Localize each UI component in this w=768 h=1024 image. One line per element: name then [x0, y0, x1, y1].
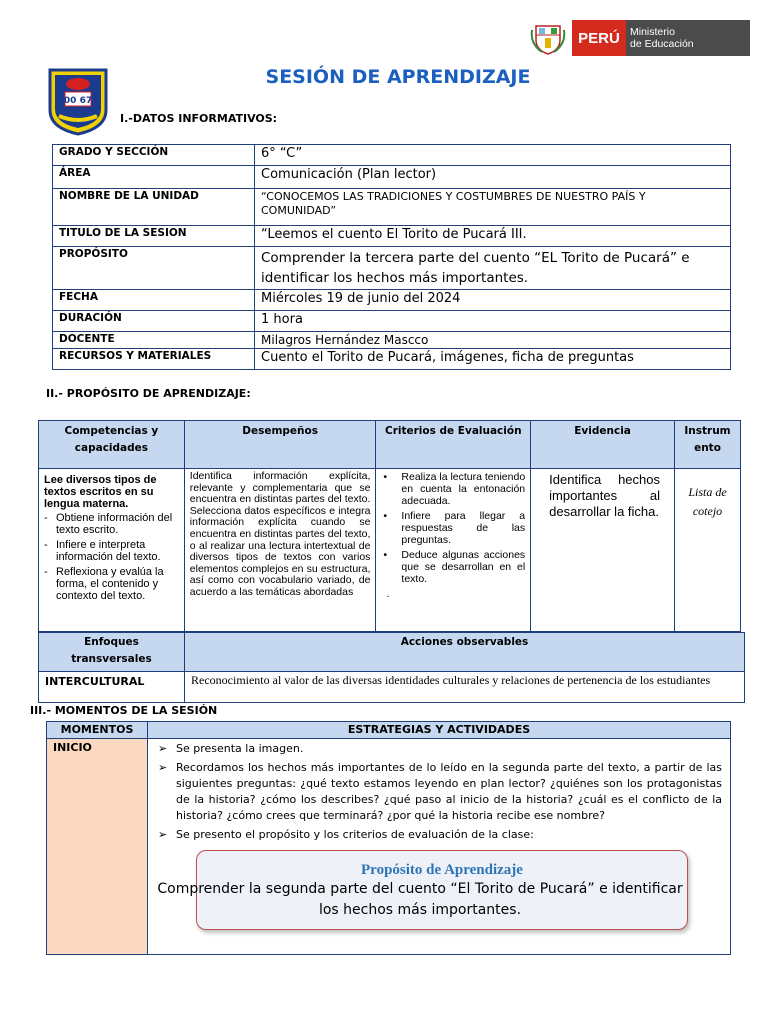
purpose-title: Propósito de Aprendizaje — [361, 862, 523, 878]
row-value: 6° “C” — [255, 145, 731, 166]
purpose-box — [157, 850, 688, 930]
table-row — [53, 247, 731, 290]
row-key: DOCENTE — [53, 332, 255, 349]
list-item: - Obtiene información del texto escrito. — [44, 512, 179, 536]
table-row — [53, 290, 731, 311]
capacidades-list — [44, 512, 179, 602]
list-item: • Deduce algunas acciones que se desarrollan en el texto. — [381, 549, 525, 585]
table-row — [53, 349, 731, 370]
col-header: Acciones observables — [185, 633, 745, 672]
section-heading-datos: I.-DATOS INFORMATIVOS: — [120, 112, 278, 125]
peru-shield-icon — [528, 20, 568, 56]
competencia-text: Lee diversos tipos de textos escritos en su lengua materna. — [44, 474, 157, 510]
list-item: - Infiere e interpreta información del texto. — [44, 539, 179, 563]
col-header: Competencias y capacidades — [39, 421, 185, 469]
row-key: GRADO Y SECCIÓN — [53, 145, 255, 166]
table-row — [53, 189, 731, 226]
col-header: ESTRATEGIAS Y ACTIVIDADES — [148, 722, 731, 739]
row-value: Milagros Hernández Mascco — [255, 332, 731, 349]
table-row — [53, 166, 731, 189]
row-key: FECHA — [53, 290, 255, 311]
logo-number: 00 67 — [63, 96, 93, 106]
col-header: Evidencia — [531, 421, 675, 469]
row-value: 1 hora — [255, 311, 731, 332]
instrumento-cell: Lista de cotejo — [675, 469, 741, 632]
row-value: Miércoles 19 de junio del 2024 — [255, 290, 731, 311]
row-value: “Leemos el cuento El Torito de Pucará III. — [255, 226, 731, 247]
table-row — [39, 421, 741, 469]
col-header: MOMENTOS — [47, 722, 148, 739]
activities-list — [158, 741, 722, 843]
section-heading-proposito: II.- PROPÓSITO DE APRENDIZAJE: — [46, 387, 251, 400]
row-key: PROPÓSITO — [53, 247, 255, 290]
criterios-cell — [376, 469, 531, 632]
row-key: DURACIÓN — [53, 311, 255, 332]
table-row — [39, 469, 741, 632]
proposito-table — [38, 420, 741, 632]
competencia-cell — [39, 469, 185, 632]
row-value: Comunicación (Plan lector) — [255, 166, 731, 189]
row-key: ÁREA — [53, 166, 255, 189]
list-item: • Infiere para llegar a respuestas de las preguntas. — [381, 510, 525, 546]
table-row — [47, 722, 731, 739]
table-row — [53, 226, 731, 247]
row-value: Cuento el Torito de Pucará, imágenes, ficha de preguntas — [255, 349, 731, 370]
enfoque-key: INTERCULTURAL — [39, 672, 185, 703]
list-item: ➢ Recordamos los hechos más importantes de lo leído en la segunda parte del texto, a partir de las siguientes preguntas: ¿qué texto estamos leyendo en plan lector? ¿quiénes son los protagonistas de la historia? ¿cómo los describes? ¿qué paso al inicio de la historia? ¿cuál es el conflicto de la historia? ¿cómo crees que terminará? ¿por qué la historia recibe ese nombre? — [158, 760, 722, 824]
col-header: Enfoques transversales — [39, 633, 185, 672]
list-item: ➢ Se presenta la imagen. — [158, 741, 722, 757]
table-row — [39, 672, 745, 703]
table-row — [53, 332, 731, 349]
enfoque-value: Reconocimiento al valor de las diversas identidades culturales y relaciones de pertenencia de los estudiantes — [185, 672, 745, 703]
ministry-label: Ministerio de Educación — [626, 20, 750, 56]
row-key: NOMBRE DE LA UNIDAD — [53, 189, 255, 226]
section-heading-momentos: III.- MOMENTOS DE LA SESIÓN — [30, 704, 218, 717]
row-value: Comprender la tercera parte del cuento “EL Torito de Pucará” e identificar los hechos más importantes. — [255, 247, 731, 290]
evidencia-cell: Identifica hechos importantes al desarrollar la ficha. — [531, 469, 675, 632]
page-title: SESIÓN DE APRENDIZAJE — [265, 66, 531, 88]
criterios-list — [381, 471, 525, 585]
row-key: TITULO DE LA SESION — [53, 226, 255, 247]
col-header: Criterios de Evaluación — [376, 421, 531, 469]
col-header: Desempeños — [184, 421, 376, 469]
list-item: ➢ Se presento el propósito y los criterios de evaluación de la clase: — [158, 827, 722, 843]
row-key: RECURSOS Y MATERIALES — [53, 349, 255, 370]
desempeno-cell: Identifica información explícita, relevante y complementaria que se encuentra en distintas partes del texto. Selecciona datos específicos e integra información explícita cuando se encuentra en distintas partes del texto, o al realizar una lectura intertextual de diversos tipos de textos con varios elementos complejos en su estructura, así como con vocabulario variado, de acuerdo a las temáticas abordadas — [184, 469, 376, 632]
country-label: PERÚ — [572, 20, 626, 56]
moment-label: INICIO — [47, 739, 148, 955]
ministry-logo — [528, 20, 750, 56]
list-item: - Reflexiona y evalúa la forma, el contenido y contexto del texto. — [44, 566, 179, 602]
col-header: Instrum ento — [675, 421, 741, 469]
table-row — [39, 633, 745, 672]
purpose-text: Comprender la segunda parte del cuento “El Torito de Pucará” e identificar los hechos más importantes. — [157, 881, 683, 918]
row-value: “CONOCEMOS LAS TRADICIONES Y COSTUMBRES DE NUESTRO PAÍS Y COMUNIDAD” — [255, 189, 731, 226]
datos-table — [52, 144, 731, 370]
table-row — [53, 145, 731, 166]
enfoques-table — [38, 632, 745, 703]
table-row — [53, 311, 731, 332]
list-item: • Realiza la lectura teniendo en cuenta la entonación adecuada. — [381, 471, 525, 507]
criterios-tail: . — [386, 588, 390, 600]
